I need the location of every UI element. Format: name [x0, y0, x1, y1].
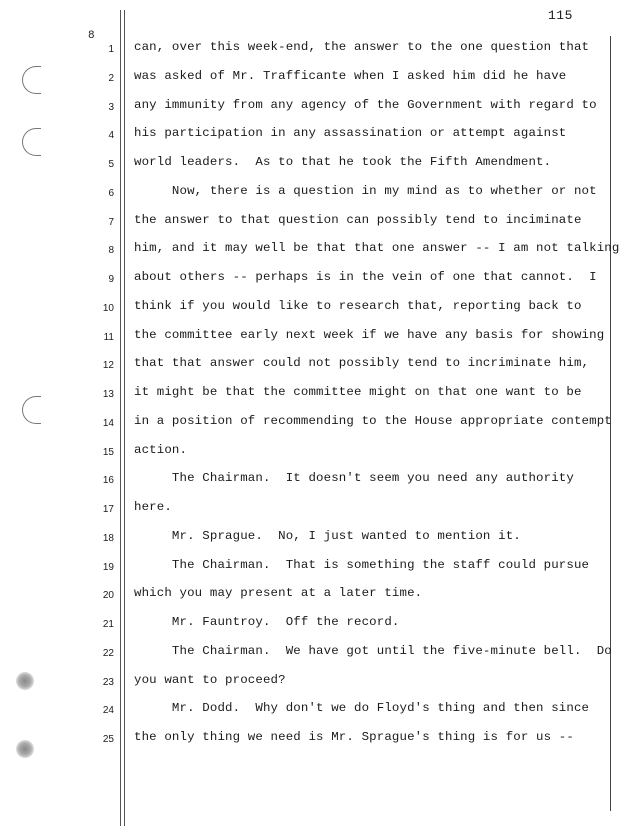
- line-number: 5: [108, 159, 114, 170]
- line-number: 21: [102, 619, 114, 630]
- line-number: 11: [103, 331, 114, 343]
- line-number: 16: [102, 475, 114, 487]
- line-number: 20: [102, 590, 114, 602]
- line-number: 19: [102, 561, 114, 573]
- binder-hole-mark: [22, 396, 41, 424]
- transcript-line: Mr. Sprague. No, I just wanted to mention it.: [134, 528, 521, 543]
- line-number: 23: [102, 676, 114, 688]
- line-number: 22: [102, 647, 114, 659]
- transcript-line: here.: [134, 500, 172, 514]
- ink-smudge: [16, 672, 34, 690]
- transcript-line: action.: [134, 442, 188, 457]
- transcript-line: The Chairman. That is something the staff could pursue: [134, 557, 590, 572]
- left-margin-rule-inner: [124, 10, 125, 826]
- transcript-line: it might be that the committee might on that one want to be: [134, 385, 582, 399]
- transcript-line: the only thing we need is Mr. Sprague's thing is for us --: [134, 730, 574, 744]
- corner-mark: 8: [88, 30, 95, 42]
- transcript-line: in a position of recommending to the House appropriate contempt: [134, 413, 612, 428]
- line-number: 7: [108, 216, 114, 228]
- line-number: 9: [108, 274, 114, 285]
- line-number: 18: [102, 532, 114, 544]
- page-number: 115: [548, 8, 573, 23]
- line-number: 1: [108, 44, 114, 55]
- transcript-line: his participation in any assassination or attempt against: [134, 126, 567, 141]
- transcript-line: any immunity from any agency of the Government with regard to: [134, 97, 597, 112]
- line-number: 24: [102, 705, 114, 717]
- line-number: 3: [108, 101, 114, 113]
- transcript-line: Mr. Dodd. Why don't we do Floyd's thing and then since: [134, 701, 590, 716]
- line-number: 10: [102, 302, 114, 314]
- transcript-line: that that answer could not possibly tend to incriminate him,: [134, 356, 590, 371]
- binder-hole-mark: [22, 128, 41, 156]
- transcript-line: Now, there is a question in my mind as to whether or not: [134, 183, 597, 198]
- transcript-line: the answer to that question can possibly tend to inciminate: [134, 212, 582, 227]
- transcript-line: Mr. Fauntroy. Off the record.: [134, 615, 400, 629]
- transcript-line: world leaders. As to that he took the Fifth Amendment.: [134, 155, 552, 169]
- line-number: 12: [102, 360, 114, 372]
- transcript-line: you want to proceed?: [134, 672, 286, 687]
- line-number: 17: [102, 504, 114, 515]
- transcript-line: The Chairman. It doesn't seem you need any authority: [134, 471, 574, 486]
- transcript-line: about others -- perhaps is in the vein of one that cannot. I: [134, 270, 597, 284]
- line-number: 6: [108, 187, 114, 199]
- line-number: 13: [102, 389, 114, 400]
- line-number: 15: [102, 446, 114, 458]
- transcript-line: him, and it may well be that that one answer -- I am not talking: [134, 241, 620, 256]
- transcript-line: the committee early next week if we have any basis for showing: [134, 327, 605, 342]
- line-number: 2: [108, 72, 114, 84]
- transcript-line: The Chairman. We have got until the five-minute bell. Do: [134, 643, 612, 658]
- line-number: 25: [102, 734, 114, 745]
- left-margin-rule: [120, 10, 121, 826]
- transcript-line: think if you would like to research that, reporting back to: [134, 298, 582, 313]
- binder-hole-mark: [22, 66, 41, 94]
- line-number: 14: [102, 417, 114, 429]
- transcript-line: which you may present at a later time.: [134, 586, 423, 601]
- ink-smudge: [16, 740, 34, 758]
- transcript-line: can, over this week-end, the answer to the one question that: [134, 40, 590, 54]
- transcript-line: was asked of Mr. Trafficante when I asked him did he have: [134, 68, 567, 83]
- line-number: 4: [108, 130, 114, 142]
- line-number: 8: [108, 245, 114, 257]
